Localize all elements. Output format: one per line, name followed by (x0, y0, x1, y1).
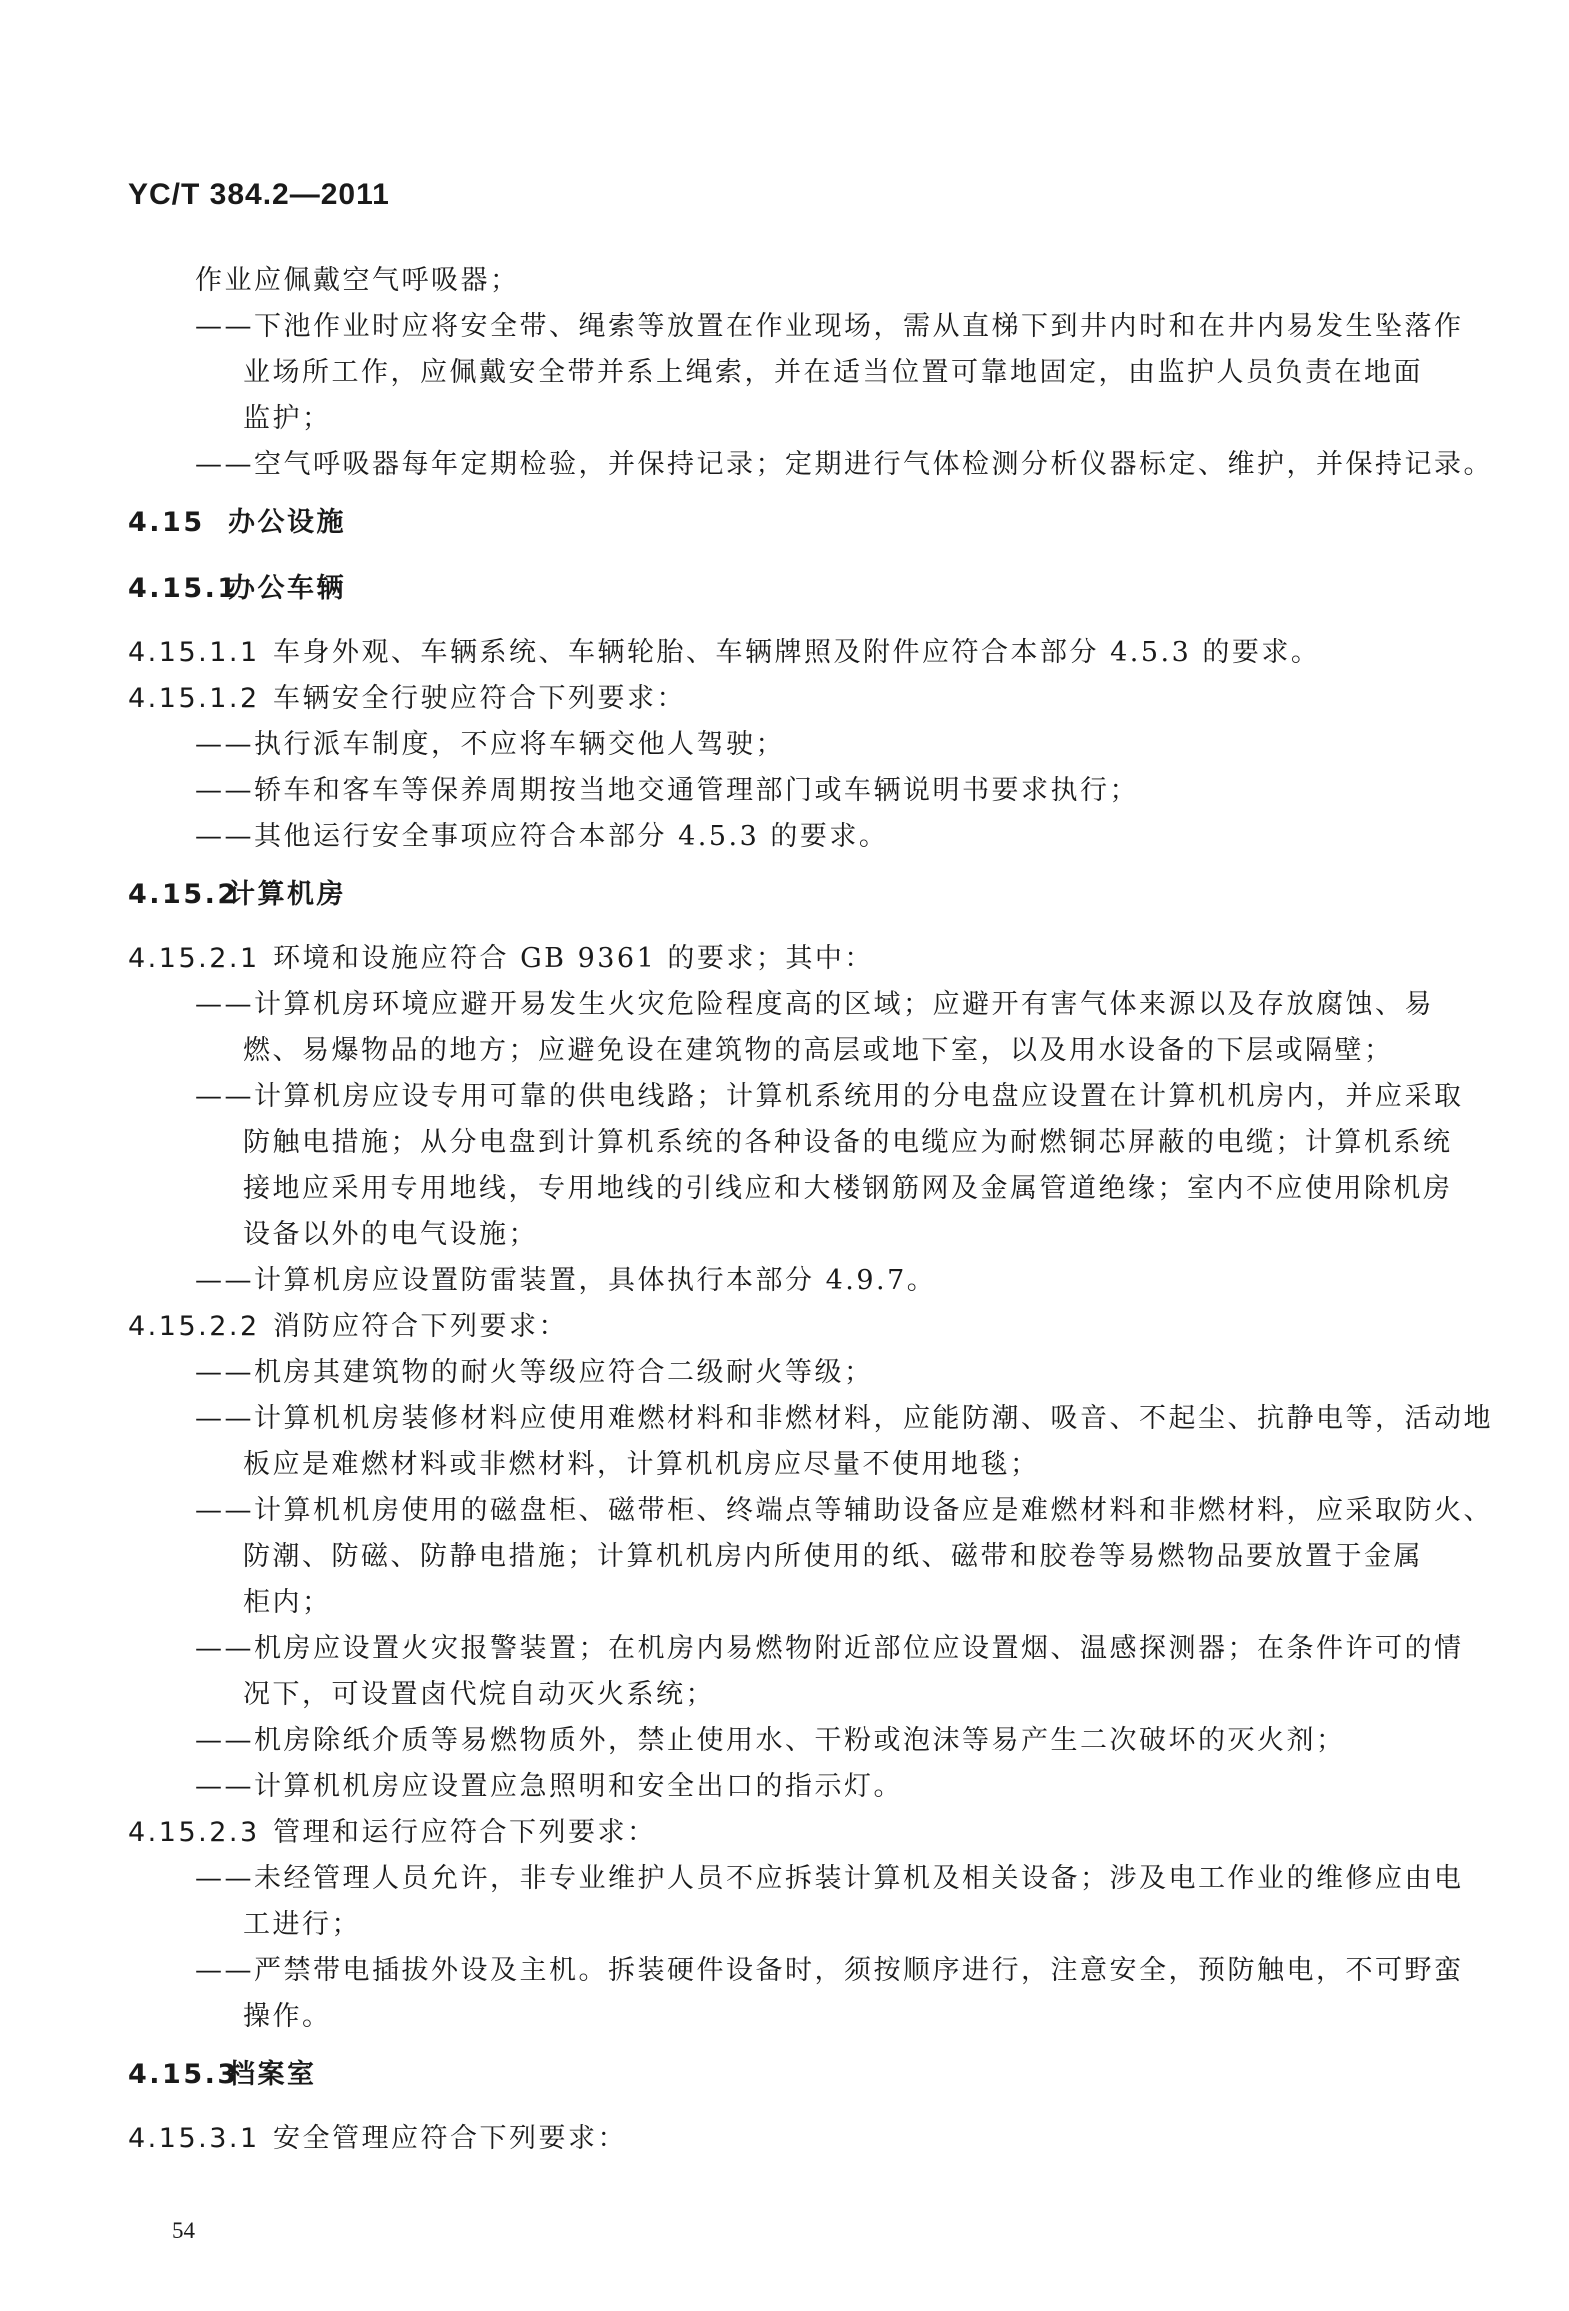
text-line: 燃、易爆物品的地方；应避免设在建筑物的高层或地下室，以及用水设备的下层或隔壁； (243, 1035, 1394, 1066)
heading-text: 计算机房 (228, 879, 346, 910)
text-line: ——计算机房环境应避开易发生火灾危险程度高的区域；应避开有害气体来源以及存放腐蚀、易 (195, 989, 1434, 1020)
section-heading (128, 500, 346, 539)
text-line: 接地应采用专用地线，专用地线的引线应和大楼钢筋网及金属管道绝缘；室内不应使用除机房 (243, 1173, 1453, 1204)
clause-number: 4.15.2 (128, 879, 239, 910)
section-heading (128, 2052, 317, 2091)
text-line: ——执行派车制度，不应将车辆交他人驾驶； (195, 729, 785, 760)
text-line: 设备以外的电气设施； (243, 1219, 538, 1250)
text-line: ——机房应设置火灾报警装置；在机房内易燃物附近部位应设置烟、温感探测器；在条件许可的情 (195, 1633, 1464, 1664)
clause (128, 2116, 627, 2155)
text-line: 防潮、防磁、防静电措施；计算机机房内所使用的纸、磁带和胶卷等易燃物品要放置于金属 (243, 1541, 1423, 1572)
clause (128, 630, 1320, 669)
text-line: 柜内； (243, 1587, 332, 1618)
clause-text: 车辆安全行驶应符合下列要求： (273, 683, 686, 714)
text-line: 况下，可设置卤代烷自动灭火系统； (243, 1679, 715, 1710)
text-line: ——计算机机房装修材料应使用难燃材料和非燃材料，应能防潮、吸音、不起尘、抗静电等，活动地 (195, 1403, 1493, 1434)
clause-text: 安全管理应符合下列要求： (273, 2123, 627, 2154)
text-line: 监护； (243, 403, 332, 434)
clause-number: 4.15.3 (128, 2059, 239, 2090)
clause-number: 4.15.1 (128, 573, 239, 604)
clause (128, 936, 874, 975)
clause-number: 4.15.3.1 (128, 2123, 260, 2154)
text-line: ——机房其建筑物的耐火等级应符合二级耐火等级； (195, 1357, 874, 1388)
text-line: ——计算机机房使用的磁盘柜、磁带柜、终端点等辅助设备应是难燃材料和非燃材料，应采取防火、 (195, 1495, 1493, 1526)
clause-number: 4.15.2.2 (128, 1311, 260, 1342)
heading-text: 办公设施 (228, 507, 346, 538)
text-line: ——未经管理人员允许，非专业维护人员不应拆装计算机及相关设备；涉及电工作业的维修应由电 (195, 1863, 1464, 1894)
heading-text: 档案室 (228, 2059, 317, 2090)
clause-number: 4.15 (128, 507, 205, 538)
clause-number: 4.15.1.1 (128, 637, 260, 668)
clause-text: 消防应符合下列要求： (273, 1311, 568, 1342)
section-heading (128, 566, 346, 605)
text-line: 操作。 (243, 2001, 332, 2032)
page-number: 54 (172, 2218, 195, 2243)
clause (128, 1810, 657, 1849)
text-line: 业场所工作，应佩戴安全带并系上绳索，并在适当位置可靠地固定，由监护人员负责在地面 (243, 357, 1423, 388)
text-line: 工进行； (243, 1909, 361, 1940)
text-line: ——空气呼吸器每年定期检验，并保持记录；定期进行气体检测分析仪器标定、维护，并保持记录。 (195, 449, 1493, 480)
clause (128, 676, 686, 715)
heading-text: 办公车辆 (228, 573, 346, 604)
text-line: ——轿车和客车等保养周期按当地交通管理部门或车辆说明书要求执行； (195, 775, 1139, 806)
text-line: 作业应佩戴空气呼吸器； (195, 265, 520, 296)
text-line: ——严禁带电插拔外设及主机。拆装硬件设备时，须按顺序进行，注意安全，预防触电，不可野蛮 (195, 1955, 1464, 1986)
text-line: ——机房除纸介质等易燃物质外，禁止使用水、干粉或泡沫等易产生二次破坏的灭火剂； (195, 1725, 1346, 1756)
text-line: ——计算机房应设置防雷装置，具体执行本部分 4.9.7。 (195, 1265, 937, 1296)
clause-text: 环境和设施应符合 GB 9361 的要求；其中： (273, 943, 874, 974)
text-line: ——其他运行安全事项应符合本部分 4.5.3 的要求。 (195, 821, 889, 852)
text-line: 板应是难燃材料或非燃材料，计算机机房应尽量不使用地毯； (243, 1449, 1040, 1480)
clause (128, 1304, 568, 1343)
clause-number: 4.15.2.3 (128, 1817, 260, 1848)
clause-number: 4.15.1.2 (128, 683, 260, 714)
text-line: 防触电措施；从分电盘到计算机系统的各种设备的电缆应为耐燃铜芯屏蔽的电缆；计算机系统 (243, 1127, 1453, 1158)
clause-text: 车身外观、车辆系统、车辆轮胎、车辆牌照及附件应符合本部分 4.5.3 的要求。 (273, 637, 1321, 668)
section-heading (128, 872, 346, 911)
clause-text: 管理和运行应符合下列要求： (273, 1817, 657, 1848)
standard-number-header: YC/T 384.2—2011 (128, 178, 390, 211)
clause-number: 4.15.2.1 (128, 943, 260, 974)
text-line: ——计算机机房应设置应急照明和安全出口的指示灯。 (195, 1771, 903, 1802)
text-line: ——计算机房应设专用可靠的供电线路；计算机系统用的分电盘应设置在计算机机房内，并应采取 (195, 1081, 1464, 1112)
text-line: ——下池作业时应将安全带、绳索等放置在作业现场，需从直梯下到井内时和在井内易发生坠落作 (195, 311, 1464, 342)
